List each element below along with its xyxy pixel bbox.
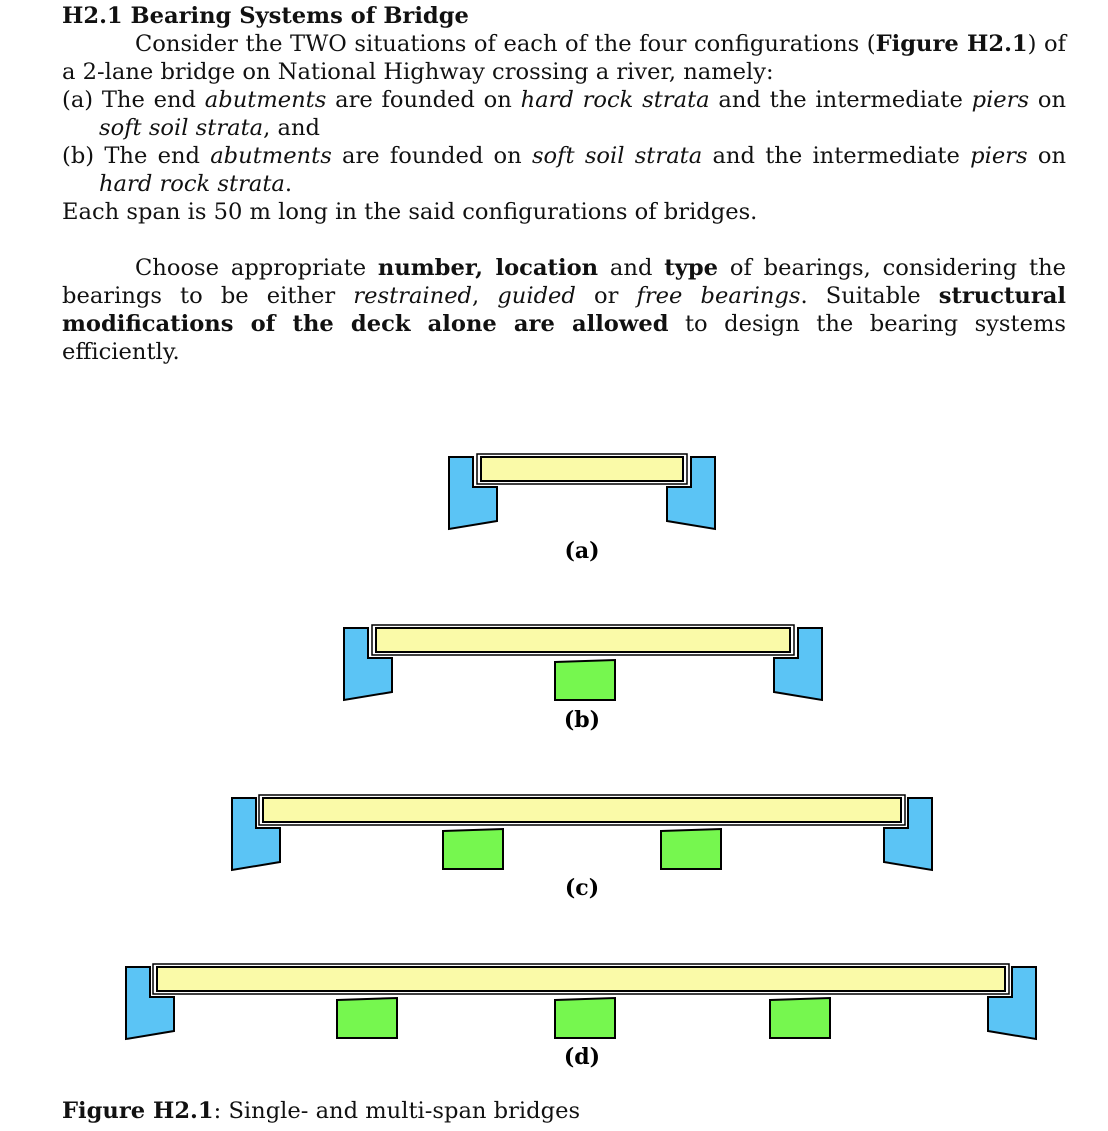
- task-text: Choose appropriate: [135, 255, 378, 281]
- task-bold: type: [664, 255, 719, 281]
- figure-caption: [62, 1097, 580, 1125]
- task-emph: guided: [497, 283, 576, 309]
- pier: [443, 829, 503, 869]
- task-emph: restrained: [353, 283, 473, 309]
- task-text: and: [598, 255, 665, 281]
- config-b: [344, 625, 822, 733]
- deck: [481, 457, 683, 481]
- config-c: [232, 795, 932, 901]
- config-label: (b): [563, 707, 601, 733]
- task-bold: number, location: [377, 255, 599, 281]
- task-text: or: [575, 283, 637, 309]
- task-text: ,: [472, 283, 498, 309]
- task-text: of bearings, considering the bearings to be either: [62, 255, 1066, 309]
- situation-a-emph: piers: [971, 87, 1030, 113]
- situation-a-text: , and: [263, 115, 321, 141]
- pier: [555, 660, 615, 700]
- config-label: (d): [563, 1044, 601, 1070]
- situation-b-text: are founded on: [331, 143, 532, 169]
- task-emph: free bearings: [636, 283, 801, 309]
- situation-b-text: (b) The end: [62, 143, 211, 169]
- task-text: to design the bearing systems efficiently.: [62, 311, 1067, 365]
- situation-a-emph: hard rock strata: [520, 87, 710, 113]
- caption-label: Figure H2.1: [62, 1098, 214, 1124]
- situation-a-text: are founded on: [326, 87, 521, 113]
- config-label: (c): [564, 875, 600, 901]
- span-note: Each span is 50 m long in the said configurations of bridges.: [62, 199, 758, 225]
- pier: [661, 829, 721, 869]
- situation-a-text: and the intermediate: [709, 87, 972, 113]
- pier: [337, 998, 397, 1038]
- situation-b-emph: soft soil strata: [531, 143, 703, 169]
- config-d: [126, 964, 1036, 1070]
- situation-a-emph: abutments: [204, 87, 327, 113]
- pier: [770, 998, 830, 1038]
- situation-a-text: on: [1029, 87, 1066, 113]
- deck: [376, 628, 790, 652]
- pier: [555, 998, 615, 1038]
- situation-b-emph: piers: [970, 143, 1028, 169]
- task-bold: structural modifications of the deck alone are allowed: [62, 283, 1066, 337]
- caption-text: : Single- and multi-span bridges: [213, 1098, 581, 1124]
- situation-b-text: on: [1027, 143, 1066, 169]
- intro-text-1: Consider the TWO situations of each of the four configurations (: [135, 31, 876, 57]
- task-text: . Suitable: [800, 283, 939, 309]
- situation-a-text: (a) The end: [62, 87, 205, 113]
- config-label: (a): [564, 538, 600, 564]
- situation-b-emph: abutments: [210, 143, 332, 169]
- deck: [263, 798, 901, 822]
- config-a: [449, 454, 715, 564]
- figure-reference: Figure H2.1: [875, 31, 1028, 57]
- intro-text-2: ) of a 2-lane bridge on National Highway crossing a river, namely:: [62, 31, 1066, 85]
- situation-b-text: .: [284, 171, 293, 197]
- situation-b-text: and the intermediate: [702, 143, 971, 169]
- section-heading: H2.1 Bearing Systems of Bridge: [62, 3, 469, 29]
- situation-b-emph: hard rock strata: [99, 171, 285, 197]
- deck: [157, 967, 1005, 991]
- situation-a-emph: soft soil strata: [99, 115, 264, 141]
